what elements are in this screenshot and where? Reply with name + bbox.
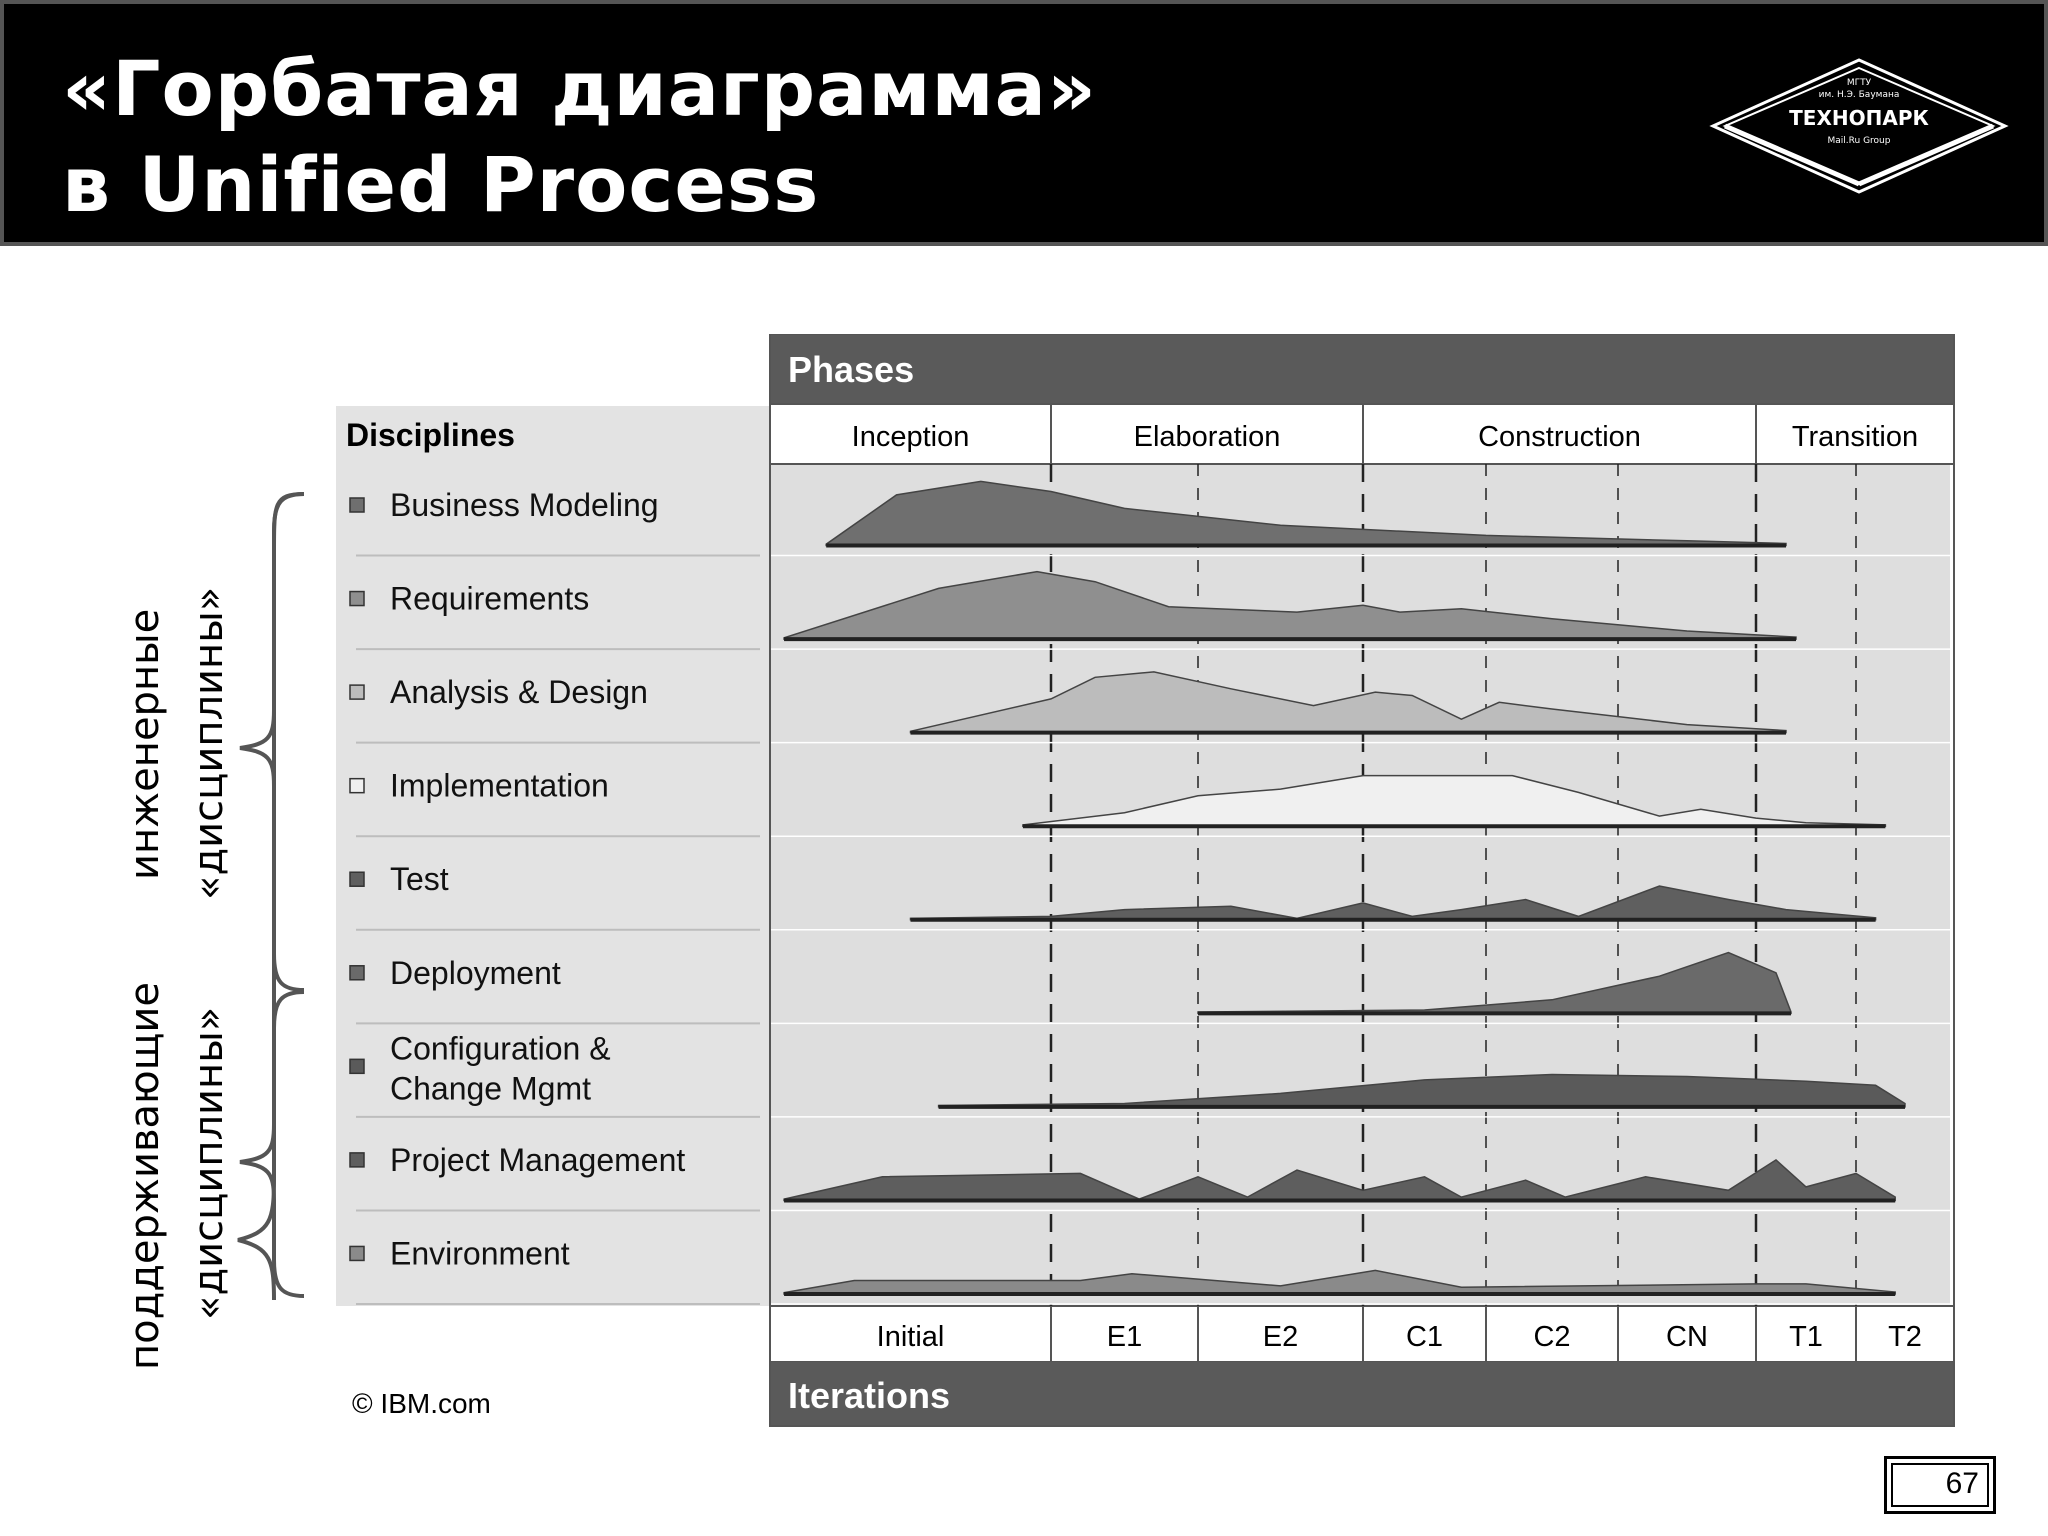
- phase-label: Construction: [1478, 421, 1641, 453]
- discipline-label: Implementation: [390, 767, 609, 804]
- phases-header: Phases: [788, 349, 915, 390]
- discipline-label: Requirements: [390, 580, 590, 617]
- supporting-brace-path: [240, 992, 304, 1296]
- slide-header: [0, 0, 2048, 246]
- page-number: 67: [1945, 1467, 1979, 1500]
- discipline-label: Analysis & Design: [390, 674, 648, 711]
- iteration-label: T2: [1888, 1321, 1922, 1353]
- iteration-label: C2: [1533, 1321, 1571, 1353]
- iterations-header: Iterations: [788, 1375, 951, 1416]
- engineering-brace-path: [240, 494, 304, 990]
- discipline-label: Project Management: [390, 1141, 686, 1178]
- discipline-label: Test: [390, 861, 449, 898]
- phase-label: Elaboration: [1133, 421, 1281, 453]
- phase-label: Transition: [1791, 421, 1919, 453]
- discipline-bullet-icon: [350, 779, 364, 793]
- iteration-label: C1: [1405, 1321, 1444, 1353]
- discipline-label: Business Modeling: [390, 487, 659, 523]
- discipline-bullet-icon: [350, 685, 364, 699]
- iteration-label: E1: [1106, 1321, 1143, 1353]
- copyright-text: © IBM.com: [352, 1388, 491, 1419]
- discipline-bullet-icon: [350, 872, 364, 886]
- page-number-box: [1884, 1456, 1996, 1514]
- phase-label: Inception: [851, 421, 970, 453]
- discipline-bullet-icon: [350, 592, 364, 606]
- slide-title-line-2: в Unified Process: [62, 140, 820, 229]
- slide-title-line-1: «Горбатая диаграмма»: [62, 44, 1098, 133]
- hump-diagram: [336, 334, 1956, 1434]
- discipline-bullet-icon: [350, 966, 364, 980]
- engineering-label-line-2: «дисциплины»: [186, 586, 232, 900]
- disciplines-header: Disciplines: [346, 417, 515, 453]
- logo-line-1: МГТУ: [1846, 78, 1872, 88]
- logo-line-2: им. Н.Э. Баумана: [1818, 90, 1900, 100]
- logo-group: Mail.Ru Group: [1827, 136, 1891, 146]
- logo-name: ТЕХНОПАРК: [1789, 106, 1929, 130]
- engineering-label-line-1: инженерные: [122, 608, 168, 880]
- engineering-brace-svg: [230, 490, 310, 1300]
- discipline-bullet-icon: [350, 1059, 364, 1073]
- discipline-bullet-icon: [350, 1246, 364, 1260]
- discipline-bullet-icon: [350, 498, 364, 512]
- discipline-bullet-icon: [350, 1153, 364, 1167]
- iteration-label: CN: [1666, 1321, 1708, 1353]
- iteration-label: T1: [1789, 1321, 1823, 1353]
- supporting-label-line-1: поддерживающие: [122, 981, 168, 1370]
- iteration-label: Initial: [876, 1321, 945, 1353]
- iteration-label: E2: [1262, 1321, 1299, 1353]
- discipline-label: Environment: [390, 1235, 570, 1272]
- phases-header-band: [770, 334, 1954, 404]
- technopark-logo: [1709, 54, 2009, 199]
- hump-chart: [336, 334, 1956, 1434]
- discipline-label: Configuration & Change Mgmt: [390, 1030, 611, 1107]
- supporting-label-line-2: «дисциплины»: [186, 1006, 232, 1320]
- discipline-label: Deployment: [390, 954, 561, 991]
